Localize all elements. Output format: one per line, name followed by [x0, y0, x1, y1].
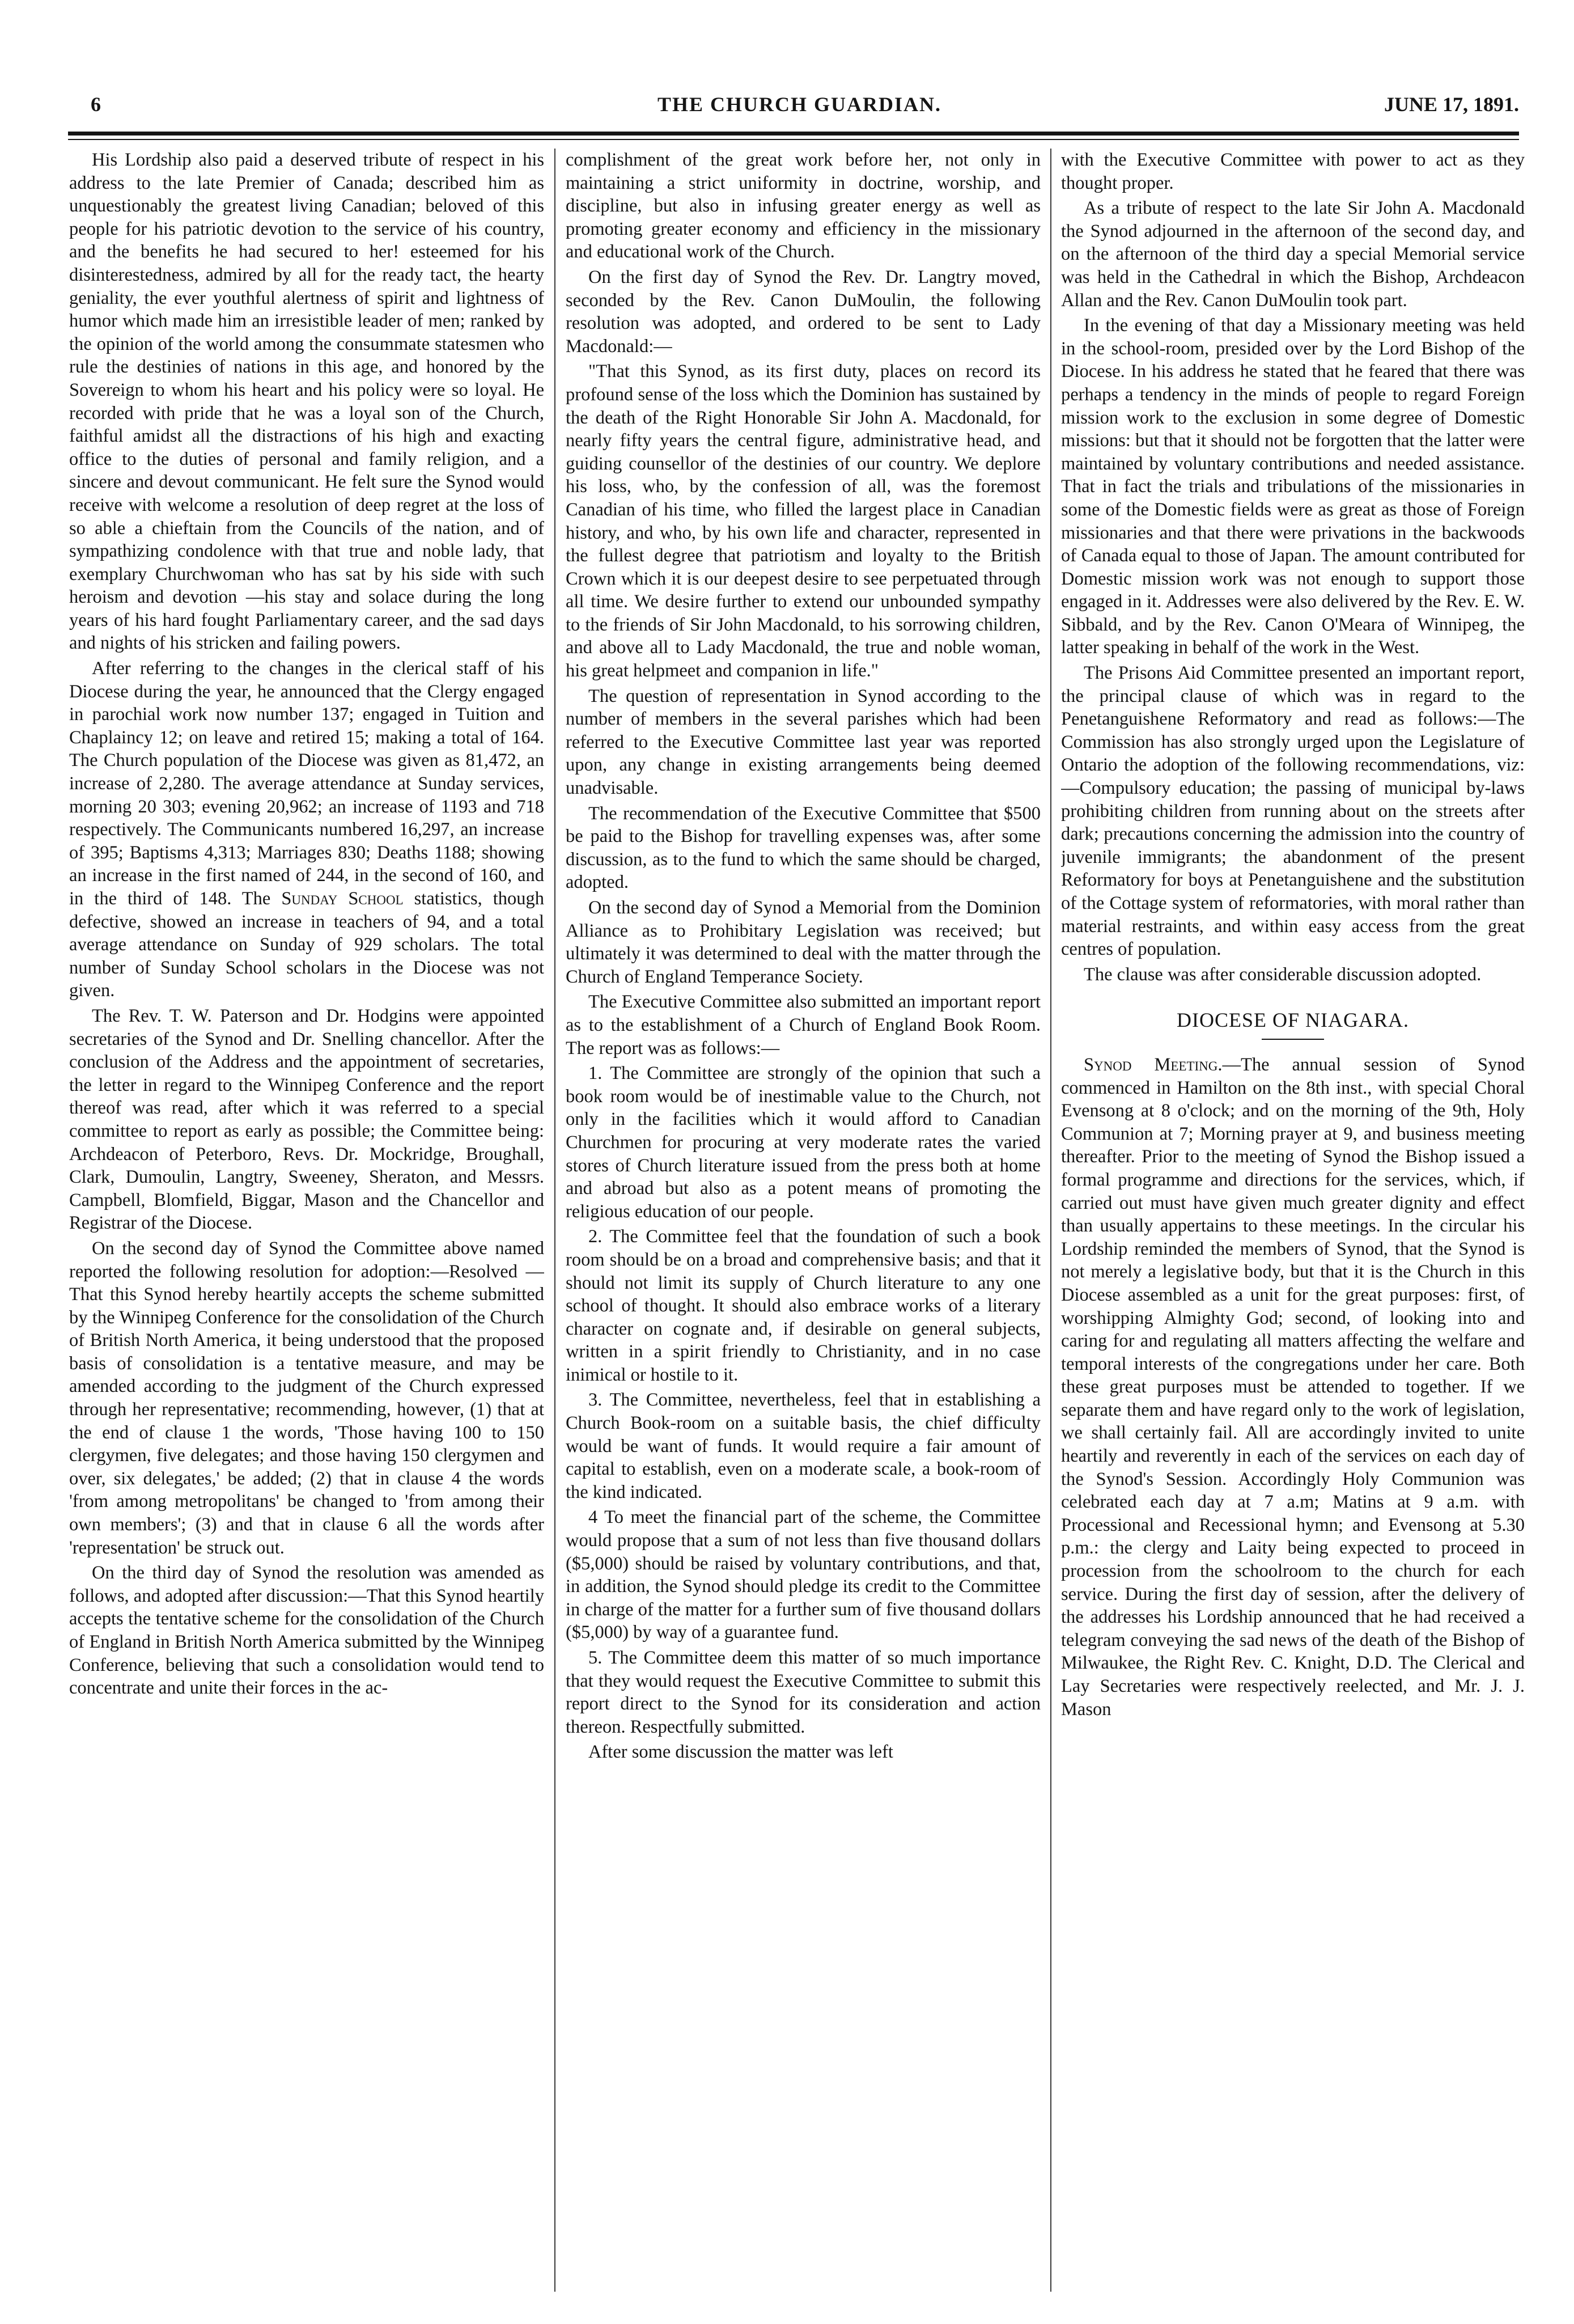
newspaper-title: THE CHURCH GUARDIAN. — [657, 93, 942, 116]
paragraph-book-room-4: 4 To meet the financial part of the scheme, the Committee would propose that a sum of not less than five thousand dollars ($5,000) should be raised by voluntary contributions, and that, in addition, the Synod should pledge its credit to the Committee in charge of the matter for a further sum of five thousand dollars ($5,000) by way of a guarantee fund. — [566, 1507, 1041, 1643]
paragraph-book-room-5: 5. The Committee deem this matter of so much importance that they would request the Executive Committee to submit this report direct to the Synod for its consideration and action thereon. Respectfully submitted. — [566, 1648, 1041, 1737]
paragraph-discussion: After some discussion the matter was left — [588, 1742, 893, 1763]
paragraph-prisons-aid: The Prisons Aid Committee presented an important report, the principal clause of which was in regard to the Penetanguishene Reformatory and read as follows:—The Commission has also strongly urged upon the Legislature of Ontario the adoption of the following recommendations, viz:—Compulsory education; the passing of municipal by-laws prohibiting children from running about on the streets after dark; precautions concerning the admission into the country of juvenile immigrants; the abandonment of the present Reformatory for boys at Penetanguishene and the substitution of the Cottage system of reformatories, with moral rather than material restraints, and within easy access from the great centres of population. — [1061, 663, 1525, 960]
paragraph-book-room-3: 3. The Committee, nevertheless, feel that in establishing a Church Book-room on a suitable basis, the chief difficulty would be want of funds. It would require a fair amount of capital to establish, even on a moderate scale, a book-room of the kind indicated. — [566, 1390, 1041, 1502]
paragraph-synod-meeting — [1061, 1053, 1525, 1721]
synod-meeting-label: Synod Meeting. — [1084, 1054, 1223, 1075]
synod-meeting-text: —The annual session of Synod commenced in Hamilton on the 8th inst., with special Choral Evensong at 8 o'clock; and on the morning of the 9th, Holy Communion at 7; Morning prayer at 9, and business meeting thereafter. Prior to the meeting of Synod the Bishop issued a formal programme and directions for the services, which, if carried out must have given much greater dignity and effect than usually appertains to these meetings. In the circular his Lordship reminded the members of Synod, that the Synod is not merely a legislative body, but that it is the Church in this Diocese assembled as a unit for the great purposes: first, of worshipping Almighty God; second, of looking into and caring for and regulating all matters affecting the welfare and temporal interests of the congregations under her care. Both these great purposes must be attended to together. If we separate them and have regard only to the work of legislation, we shall certainly fail. All are accordingly invited to unite heartily and reverently in each of the services on each day of the Synod's Session. Accordingly Holy Communion was celebrated each day at 7 a.m; Matins at 9 a.m. with Processional and Recessional hymn; and Evensong at 5.30 p.m.: the clergy and Laity being expected to proceed in procession from the schoolroom to the church for each service. During the first day of session, after the delivery of the addresses his Lordship announced that he had received a telegram conveying the sad news of the death of the Bishop of Milwaukee, the Right Rev. C. Knight, D.D. The Clerical and Lay Secretaries were respectively reelected, and Mr. J. J. Mason — [1061, 1054, 1525, 1720]
column-3 — [1061, 149, 1525, 2292]
paragraph-macdonald-resolution: "That this Synod, as its first duty, places on record its profound sense of the loss which the Dominion has sustained by the death of the Right Honorable Sir John A. Macdonald, for nearly fifty years the central figure, administrative head, and guiding counsellor of the destinies of our country. We deplore his loss, who, by the confession of all, was the foremost Canadian of his time, who filled the largest place in Canadian history, and who, by his own life and character, represented in the fullest degree that patriotism and loyalty to the British Crown which it is our deepest desire to see perpetuated through all time. We desire further to extend our unbounded sympathy to the friends of Sir John Macdonald, to his sorrowing children, and above all to Lady Macdonald, the true and noble woman, his great helpmeet and companion in life." — [566, 361, 1041, 681]
issue-date: JUNE 17, 1891. — [1384, 93, 1519, 116]
masthead-rule-thin — [68, 139, 1519, 140]
masthead-rule-thick — [68, 132, 1519, 136]
column-divider-2 — [1050, 149, 1051, 2292]
paragraph-book-room-1: 1. The Committee are strongly of the opinion that such a book room would be of inestimable value to the Church, not only in the facilities which it would afford to Canadian Churchmen for procuring at very moderate rates the varied stores of Church literature issued from the press both at home and abroad but also as a potent means of promoting the religious education of our people. — [566, 1063, 1041, 1222]
statistics-text: After referring to the changes in the clerical staff of his Diocese during the year, he announced that the Clergy engaged in parochial work now number 137; engaged in Tuition and Chaplaincy 12; on leave and retired 15; making a total of 164. The Church population of the Diocese was given as 81,472, an increase of 2,280. The average attendance at Sunday services, morning 20 303; evening 20,962; an increase of 1193 and 718 respectively. The Communicants numbered 16,297, an increase of 395; Baptisms 4,313; Marriages 830; Deaths 1188; showing an increase in the first named of 244, in the second of 160, and in the third of 148. The — [69, 658, 544, 909]
paragraph-clerical-statistics — [69, 657, 544, 1002]
paragraph-secretaries: The Rev. T. W. Paterson and Dr. Hodgins were appointed secretaries of the Synod and Dr. Snelling chancellor. After the conclusion of the Address and the appointment of secretaries, the letter in regard to the Winnipeg Conference and the report thereof was read, after which it was referred to a special committee to report as early as possible; the Committee being: Archdeacon of Peterboro, Revs. Dr. Mockridge, Broughall, Clark, Dumoulin, Langtry, Sweeney, Sheraton, and Messrs. Campbell, Blomfield, Biggar, Mason and the Chancellor and Registrar of the Diocese. — [69, 1005, 544, 1234]
column-2 — [566, 149, 1041, 2292]
paragraph-clause-adopted: The clause was after considerable discussion adopted. — [1084, 964, 1482, 985]
paragraph-langtry-motion: On the first day of Synod the Rev. Dr. Langtry moved, seconded by the Rev. Canon DuMoulin, the following resolution was adopted, and ordered to be sent to Lady Macdonald:— — [566, 266, 1041, 357]
paragraph-continuation: with the Executive Committee with power to act as they thought proper. — [1061, 150, 1525, 193]
statistics-text-tail: statistics, though defective, showed an increase in teachers of 94, and a total average attendance on Sunday of 929 scholars. The total number of Sunday School scholars in the Diocese was not given. — [69, 888, 544, 1001]
paragraph-missionary-meeting: In the evening of that day a Missionary meeting was held in the school-room, presided over by the Lord Bishop of the Diocese. In his address he stated that he feared that there was perhaps a tendency in the minds of people to regard Foreign mission work to the exclusion in some degree of Domestic missions: but that it should not be forgotten that the latter were maintained by voluntary contributions and needed assistance. That in fact the trials and tribulations of the missionaries in some of the Domestic fields were as great as those of Foreign missionaries and that there were privations in the backwoods of Canada equal to those of Japan. The amount contributed for Domestic mission work was not enough to support those engaged in it. Addresses were also delivered by the Rev. E. W. Sibbald, and by the Rev. Canon O'Meara of Winnipeg, the latter speaking in behalf of the work in the West. — [1061, 315, 1525, 658]
column-divider-1 — [554, 149, 555, 2292]
paragraph-committee-resolution: On the second day of Synod the Committee above named reported the following resolution for adoption:—Resolved —That this Synod hereby heartily accepts the scheme submitted by the Winnipeg Conference for the consolidation of the Church of British North America, it being understood that the proposed basis of consolidation is a tentative measure, and may be amended according to the judgment of the Church expressed through her representative; recommending, however, (1) that at the end of clause 1 the words, 'Those having 100 to 150 clergymen, five delegates; and those having 150 clergymen and over, six delegates,' be added; (2) that in clause 4 the words 'from among metropolitans' be changed to 'from among their own members'; (3) and that in clause 6 all the words after 'representation' be struck out. — [69, 1238, 544, 1558]
section-heading-niagara: DIOCESE OF NIAGARA. — [1176, 1009, 1409, 1032]
paragraph-tribute-premier: His Lordship also paid a deserved tribute of respect in his address to the late Premier of Canada; described him as unquestionably the greatest living Canadian; beloved of this people for his patriotic devotion to the service of his country, and the benefits he had secured to her! esteemed for his disinterestedness, admired by all for the ready tact, the hearty geniality, the ever youthful alertness of spirit and lightness of humor which made him an irresistible leader of men; ranked by the opinion of the world among the consummate statesmen who rule the destinies of nations in this age, and honored by the Sovereign to whom his heart and his policy were so loyal. He recorded with pride that he was a loyal son of the Church, faithful amidst all the distractions of his high and exacting office to the duties of personal and family religion, and a sincere and devout communicant. He felt sure the Synod would receive with welcome a resolution of deep regret at the loss of so able a chieftain from the Councils of the nation, and of sympathizing condolence with that true and noble lady, that exemplary Churchwoman who has sat by his side with such heroism and devotion —his stay and solace during the long years of his hard fought Parliamentary career, and the sad days and nights of his stricken and failing powers. — [69, 150, 544, 654]
paragraph-dominion-alliance: On the second day of Synod a Memorial from the Dominion Alliance as to Prohibitary Legislation was received; but ultimately it was determined to deal with the matter through the Church of England Temperance Society. — [566, 898, 1041, 987]
sunday-school-label: Sunday School — [281, 888, 404, 909]
heading-rule — [1262, 1039, 1324, 1040]
paragraph-third-day-resolution: On the third day of Synod the resolution was amended as follows, and adopted after discussion:—That this Synod heartily accepts the tentative scheme for the consolidation of the Church of England in British North America submitted by the Winnipeg Conference, believing that such a consolidation would tend to concentrate and unite their forces in the ac- — [69, 1563, 544, 1699]
page-number: 6 — [91, 93, 101, 116]
paragraph-book-room-2: 2. The Committee feel that the foundation of such a book room should be on a broad and comprehensive basis; and that it should not limit its supply of Church literature to any one school of thought. It should also embrace works of a literary character on cognate and, if desirable on general subjects, written in a spirit friendly to Christianity, and in no case inimical or hostile to it. — [566, 1226, 1041, 1385]
paragraph-representation: The question of representation in Synod according to the number of members in the several parishes which had been referred to the Executive Committee last year was reported upon, any change in existing arrangements being deemed unadvisable. — [566, 685, 1041, 799]
masthead — [68, 91, 1519, 132]
paragraph-memorial-service: As a tribute of respect to the late Sir John A. Macdonald the Synod adjourned in the afternoon of the second day, and on the afternoon of the third day a special Memorial service was held in the Cathedral in which the Bishop, Archdeacon Allan and the Rev. Canon DuMoulin took part. — [1061, 198, 1525, 311]
paragraph-travelling-expenses: The recommendation of the Executive Committee that $500 be paid to the Bishop for travelling expenses was, after some discussion, as to the fund to which the same should be charged, adopted. — [566, 803, 1041, 893]
paragraph-book-room-intro: The Executive Committee also submitted an important report as to the establishment of a Church of England Book Room. The report was as follows:— — [566, 992, 1041, 1059]
column-1 — [69, 149, 544, 2292]
paragraph-continuation: complishment of the great work before her, not only in maintaining a strict uniformity in doctrine, worship, and discipline, but also in infusing greater energy as well as promoting greater economy and efficiency in the missionary and educational work of the Church. — [566, 150, 1041, 263]
